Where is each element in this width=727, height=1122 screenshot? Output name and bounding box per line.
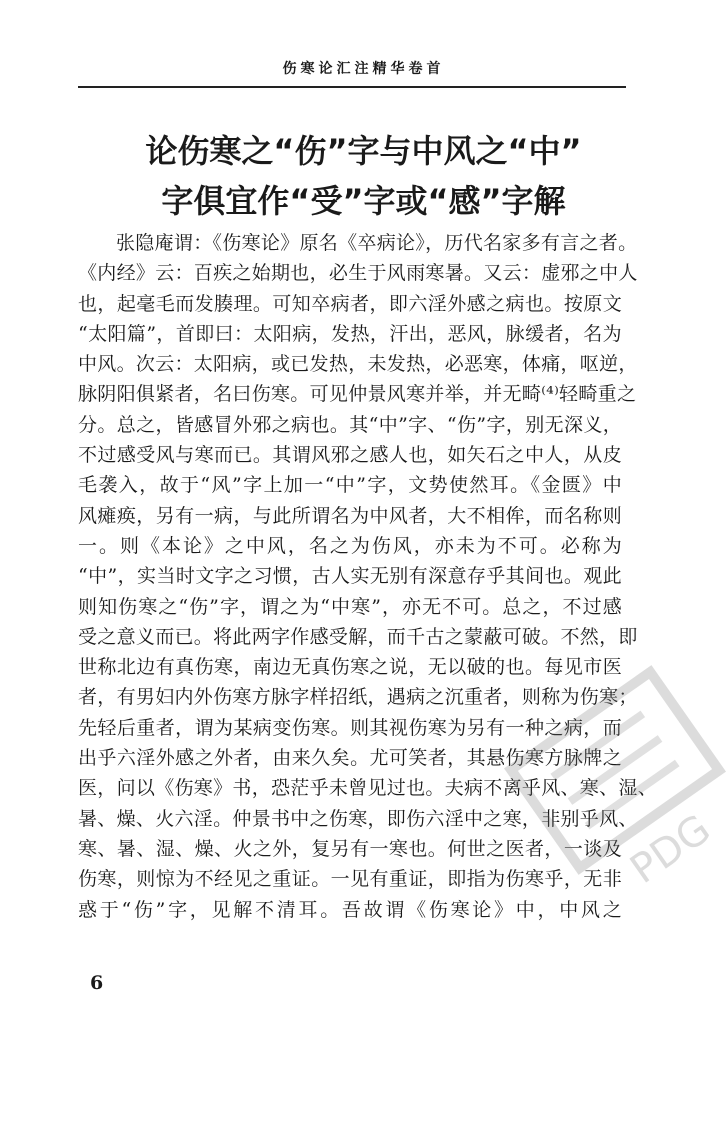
watermark-text: PDG [622, 805, 720, 893]
body-line: “太阳篇”，首即曰：太阳病，发热，汗出，恶风，脉缓者，名为 [78, 322, 622, 345]
watermark-logo [500, 640, 727, 900]
body-line: 一。则《本论》之中风，名之为伤风，亦未为不可。必称为 [78, 534, 622, 557]
chapter-title-line-2: 字俱宜作“受”字或“感”字解 [161, 182, 566, 220]
body-line: 寒、暑、湿、燥、火之外，复另有一寒也。何世之医者，一谈及 [78, 837, 622, 860]
body-line: “中”，实当时文字之习惯，古人实无别有深意存乎其间也。观此 [78, 565, 622, 588]
body-line: 《内经》云：百疾之始期也，必生于风雨寒暑。又云：虚邪之中人 [78, 262, 638, 285]
chapter-title [0, 126, 727, 226]
body-line: 者，有男妇内外伤寒方脉字样招纸，遇病之沉重者，则称为伤寒； [78, 686, 638, 709]
body-line: 则知伤寒之“伤”字，谓之为“中寒”，亦无不可。总之，不过感 [78, 595, 622, 618]
body-line: 世称北边有真伤寒，南边无真伤寒之说，无以破的也。每见市医 [78, 656, 622, 679]
running-header: 伤寒论汇注精华卷首 [282, 61, 445, 77]
body-line: 不过感受风与寒而已。其谓风邪之感人也，如矢石之中人，从皮 [78, 444, 622, 467]
body-line: 脉阴阳俱紧者，名曰伤寒。可见仲景风寒并举，并无畸⁽⁴⁾轻畸重之 [78, 383, 637, 406]
body-line: 伤寒，则惊为不经见之重证。一见有重证，即指为伤寒乎，无非 [78, 868, 622, 891]
body-line: 受之意义而已。将此两字作感受解，而千古之蒙蔽可破。不然，即 [78, 625, 638, 648]
header-rule [78, 86, 626, 88]
body-line: 风瘫痪，另有一病，与此所谓名为中风者，大不相侔，而名称则 [78, 504, 622, 527]
body-line: 先轻后重者，谓为某病变伤寒。则其视伤寒为另有一种之病，而 [78, 716, 622, 739]
chapter-title-line-1: 论伤寒之“伤”字与中风之“中” [145, 132, 582, 170]
body-line: 惑于“伤”字，见解不清耳。吾故谓《伤寒论》中，中风之 [78, 898, 622, 921]
body-line: 暑、燥、火六淫。仲景书中之伤寒，即伤六淫中之寒，非别乎风、 [78, 807, 638, 830]
page-number: 6 [90, 972, 104, 994]
body-line: 分。总之，皆感冒外邪之病也。其“中”字、“伤”字，别无深义， [78, 413, 622, 436]
body-line: 张隐庵谓：《伤寒论》原名《卒病论》，历代名家多有言之者。 [116, 232, 638, 254]
body-line: 也，起毫毛而发腠理。可知卒病者，即六淫外感之病也。按原文 [78, 292, 622, 315]
body-line: 中风。次云：太阳病，或已发热，未发热，必恶寒，体痛，呕逆， [78, 353, 638, 376]
body-line: 毛袭入，故于“风”字上加一“中”字，文势使然耳。《金匮》中 [78, 474, 622, 497]
body-line: 出乎六淫外感之外者，由来久矣。尤可笑者，其悬伤寒方脉牌之 [78, 747, 622, 770]
body-line: 医，问以《伤寒》书，恐茫乎未曾见过也。夫病不离乎风、寒、湿、 [78, 777, 658, 800]
